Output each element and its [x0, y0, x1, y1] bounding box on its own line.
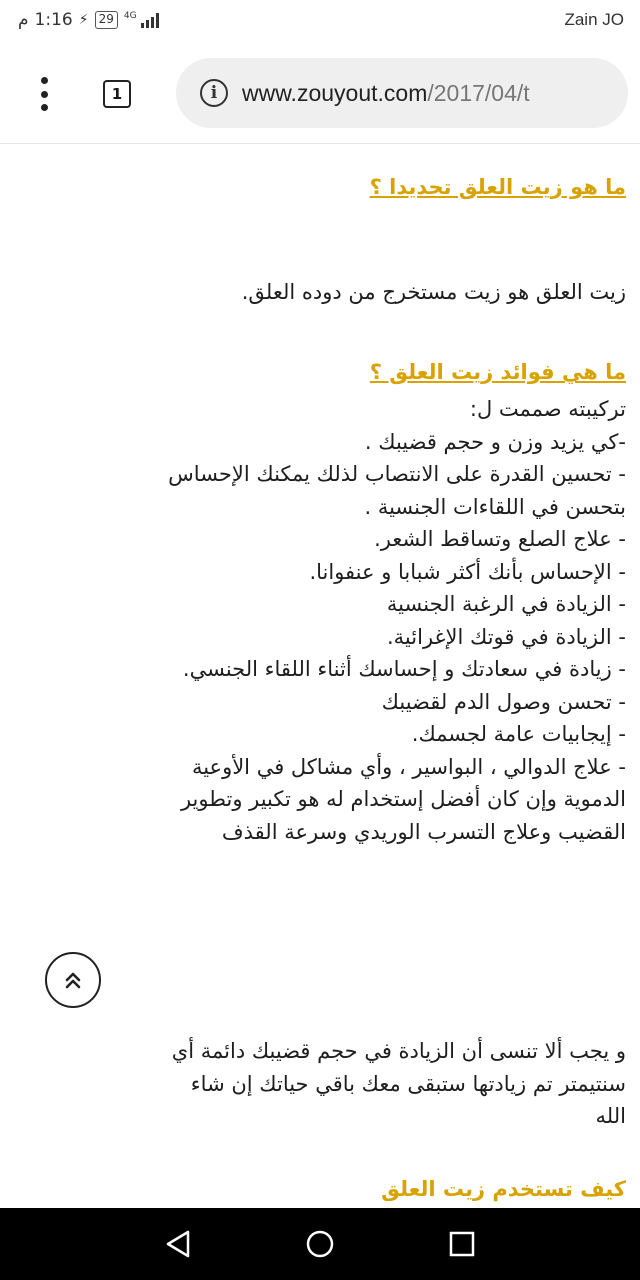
page-content[interactable]: [0, 145, 640, 1208]
menu-dot-icon: [41, 77, 48, 84]
back-triangle-icon: [164, 1229, 192, 1259]
url-domain: www.zouyout.com: [242, 79, 428, 106]
back-button[interactable]: [160, 1226, 196, 1262]
address-bar[interactable]: [176, 58, 628, 128]
benefit-line: بتحسن في اللقاءات الجنسية .: [364, 494, 626, 519]
battery-icon: [95, 11, 118, 29]
info-icon[interactable]: i: [200, 79, 228, 107]
note-paragraph: [10, 1035, 626, 1133]
benefit-line: - الإحساس بأنك أكثر شبابا و عنفوانا.: [309, 559, 626, 584]
heading-what-is-leech-oil[interactable]: ما هو زيت العلق تحديدا ؟: [369, 175, 626, 199]
network-type: 4G: [123, 11, 137, 21]
carrier-name: Zain JO: [564, 10, 624, 29]
charging-icon: ⚡: [78, 12, 89, 28]
benefit-line: - الزيادة في قوتك الإغرائية.: [387, 624, 626, 649]
status-bar: [0, 0, 640, 44]
scroll-to-top-button[interactable]: [45, 952, 101, 1008]
status-time: 1:16: [34, 10, 73, 30]
browser-toolbar: [0, 44, 640, 144]
next-heading-partial[interactable]: كيف تستخدم زيت العلق: [381, 1177, 626, 1201]
benefit-line: - علاج الدوالي ، البواسير ، وأي مشاكل في الأوعية: [191, 754, 626, 779]
tab-switcher-button[interactable]: [103, 80, 131, 108]
definition-text: زيت العلق هو زيت مستخرج من دوده العلق.: [241, 280, 626, 304]
recents-square-icon: [448, 1230, 476, 1258]
tab-count: 1: [111, 85, 123, 103]
benefit-line: - إيجابيات عامة لجسمك.: [411, 722, 626, 746]
recents-button[interactable]: [444, 1226, 480, 1262]
menu-dot-icon: [41, 91, 48, 98]
benefit-line: تركيبته صممت ل:: [469, 397, 626, 421]
benefits-paragraph: [10, 393, 626, 848]
benefit-line: - علاج الصلع وتساقط الشعر.: [374, 527, 626, 551]
benefit-line: الدموية وإن كان أفضل إستخدام له هو تكبير وتطوير: [180, 787, 626, 811]
note-line: و يجب ألا تنسى أن الزيادة في حجم قضيبك دائمة أي: [171, 1039, 626, 1063]
time-suffix: م: [18, 10, 29, 30]
home-button[interactable]: [302, 1226, 338, 1262]
heading-benefits[interactable]: ما هي فوائد زيت العلق ؟: [369, 360, 626, 384]
definition-paragraph: [10, 276, 626, 309]
url-path: /2017/04/t: [427, 79, 530, 106]
home-circle-icon: [305, 1229, 335, 1259]
benefit-line: - الزيادة في الرغبة الجنسية: [386, 592, 626, 616]
benefit-line: - زيادة في سعادتك و إحساسك أثناء اللقاء الجنسي.: [182, 657, 626, 681]
url-text: [242, 80, 530, 107]
signal-icon: [124, 12, 159, 28]
menu-dot-icon: [41, 104, 48, 111]
battery-level: 29: [98, 12, 114, 26]
double-chevron-up-icon: [61, 968, 85, 992]
status-left: [18, 10, 159, 30]
note-line: سنتيمتر تم زيادتها ستبقى معك باقي حياتك إن شاء: [190, 1071, 626, 1096]
benefit-line: - تحسين القدرة على الانتصاب لذلك يمكنك الإحساس: [168, 462, 626, 486]
overflow-menu-button[interactable]: [32, 74, 56, 114]
benefit-line: - تحسن وصول الدم لقضيبك: [381, 689, 626, 714]
benefit-line: -كي يزيد وزن و حجم قضيبك .: [364, 429, 626, 454]
benefit-line: القضيب وعلاج التسرب الوريدي وسرعة القذف: [221, 819, 626, 844]
navigation-bar: [0, 1208, 640, 1280]
note-line: الله: [595, 1104, 626, 1128]
